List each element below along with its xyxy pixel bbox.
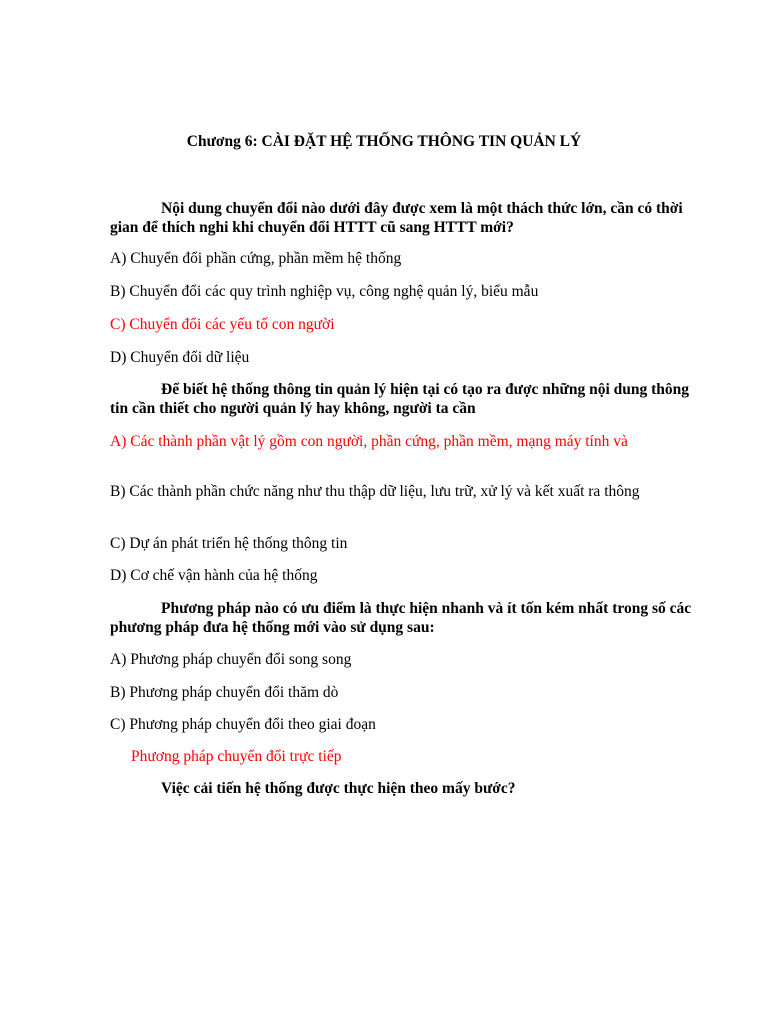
question-2-option-c: C) Dự án phát triển hệ thống thông tin xyxy=(110,535,348,552)
question-4: Việc cải tiến hệ thống được thực hiện theo mấy bước? xyxy=(161,780,516,797)
question-3: Phương pháp nào có ưu điểm là thực hiện nhanh và ít tốn kém nhất trong số các phương pháp đưa hệ thống mới vào sử dụng sau: xyxy=(110,600,692,636)
question-2: Để biết hệ thống thông tin quản lý hiện tại có tạo ra được những nội dung thông tin cần thiết cho người quản lý hay không, người ta cần xyxy=(110,381,690,417)
question-2-option-d: D) Cơ chế vận hành của hệ thống xyxy=(110,567,318,584)
question-1-option-c-correct: C) Chuyển đổi các yếu tố con người xyxy=(110,316,335,333)
question-1: Nội dung chuyển đổi nào dưới đây được xem là một thách thức lớn, cần có thời gian để thích nghi khi chuyển đổi HTTT cũ sang HTTT mới? xyxy=(110,200,683,236)
chapter-title: Chương 6: CÀI ĐẶT HỆ THỐNG THÔNG TIN QUẢN LÝ xyxy=(186,133,582,150)
question-3-option-c: C) Phương pháp chuyển đổi theo giai đoạn xyxy=(110,716,376,733)
question-1-option-a: A) Chuyển đổi phần cứng, phần mềm hệ thống xyxy=(110,250,402,267)
question-3-option-d-correct: Phương pháp chuyển đổi trực tiếp xyxy=(131,748,342,765)
question-3-option-b: B) Phương pháp chuyển đổi thăm dò xyxy=(110,684,339,701)
question-2-option-b: B) Các thành phần chức năng như thu thập dữ liệu, lưu trữ, xử lý và kết xuất ra thông xyxy=(110,483,640,500)
question-2-option-a-correct: A) Các thành phần vật lý gồm con người, phần cứng, phần mềm, mạng máy tính và xyxy=(110,433,628,450)
question-1-option-b: B) Chuyển đổi các quy trình nghiệp vụ, công nghệ quản lý, biểu mẫu xyxy=(110,283,539,300)
question-1-option-d: D) Chuyển đổi dữ liệu xyxy=(110,349,250,366)
question-3-option-a: A) Phương pháp chuyển đổi song song xyxy=(110,651,352,668)
